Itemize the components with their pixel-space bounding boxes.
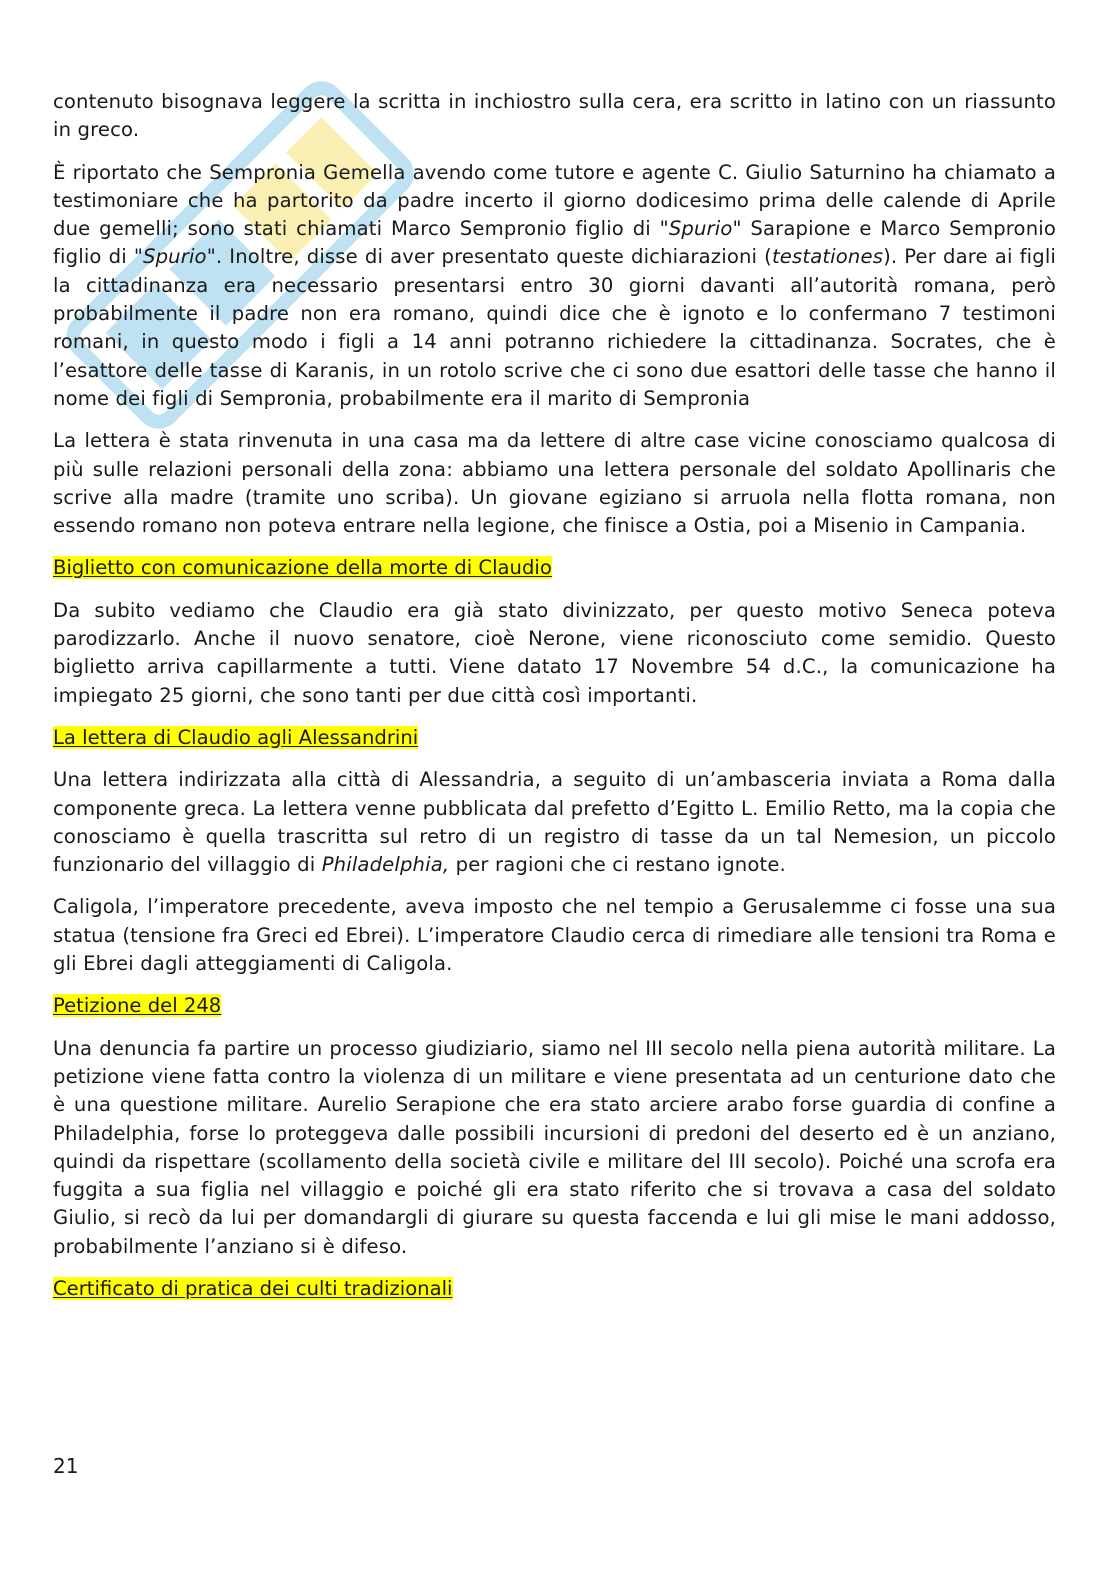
paragraph-biglietto: Da subito vediamo che Claudio era già stato divinizzato, per questo motivo Seneca poteva parodizzarlo. Anche il nuovo senatore, cioè Nerone, viene riconosciuto come semidio. Questo biglietto arriva capillarmente a tutti. Viene datato 17 Novembre 54 d.C., la comunicazione ha impiegato 25 giorni, che sono tanti per due città così importanti.: [53, 598, 1056, 707]
document-body: [53, 88, 1056, 1317]
paragraph-caligola: Caligola, l’imperatore precedente, aveva imposto che nel tempio a Gerusalemme ci fosse una sua statua (tensione fra Greci ed Ebrei). L’imperatore Claudio cerca di rimediare alle tensioni tra Roma e gli Ebrei dagli atteggiamenti di Caligola.: [53, 895, 1056, 976]
heading-claudio: La lettera di Claudio agli Alessandrini: [53, 725, 419, 749]
paragraph-petizione: Una denuncia fa partire un processo giudiziario, siamo nel III secolo nella piena autorità militare. La petizione viene fatta contro la violenza di un militare e viene presentata ad un centurione dato che è una questione militare. Aurelio Serapione che era stato arciere arabo forse guardia di confine a Philadelphia, forse lo proteggeva dalle possibili incursioni di predoni del deserto ed è un anziano, quindi da rispettare (scollamento della società civile e militare del III secolo). Poiché una scrofa era fuggita a sua figlia nel villaggio e poiché gli era stato riferito che si trovava a casa del soldato Giulio, si recò da lui per domandargli di giurare su questa faccenda e lui gli mise le mani addosso, probabilmente l’anziano si è difeso.: [53, 1036, 1056, 1258]
paragraph-claudio: Una lettera indirizzata alla città di Alessandria, a seguito di un’ambasceria inviata a Roma dalla componente greca. La lettera venne pubblicata dal prefetto d’Egitto L. Emilio Retto, ma la copia che conosciamo è quella trascritta sul retro di un registro di tasse da un tal Nemesion, un piccolo funzionario del villaggio di Philadelphia, per ragioni che ci restano ignote.: [53, 768, 1056, 877]
heading-petizione: Petizione del 248: [53, 994, 222, 1018]
heading-certificato: Certificato di pratica dei culti tradizionali: [53, 1276, 453, 1300]
paragraph-sempronia: È riportato che Sempronia Gemella avendo come tutore e agente C. Giulio Saturnino ha chiamato a testimoniare che ha partorito da padre incerto il giorno dodicesimo prima delle calende di Aprile due gemelli; sono stati chiamati Marco Sempronio figlio di "Spurio" Sarapione e Marco Sempronio figlio di "Spurio". Inoltre, disse di aver presentato queste dichiarazioni (testationes). Per dare ai figli la cittadinanza era necessario presentarsi entro 30 giorni davanti all’autorità romana, però probabilmente il padre non era romano, quindi dice che è ignoto e lo confermano 7 testimoni romani, in questo modo i figli a 14 anni potranno richiedere la cittadinanza. Socrates, che è l’esattore delle tasse di Karanis, in un rotolo scrive che ci sono due esattori delle tasse che hanno il nome dei figli di Sempronia, probabilmente era il marito di Sempronia: [53, 160, 1057, 410]
intro-paragraph: contenuto bisognava leggere la scritta in inchiostro sulla cera, era scritto in latino con un riassunto in greco.: [53, 90, 1056, 142]
page-number: 21: [53, 1454, 79, 1478]
heading-biglietto: Biglietto con comunicazione della morte di Claudio: [53, 556, 552, 580]
paragraph-lettera: La lettera è stata rinvenuta in una casa ma da lettere di altre case vicine conosciamo qualcosa di più sulle relazioni personali della zona: abbiamo una lettera personale del soldato Apollinaris che scrive alla madre (tramite uno scriba). Un giovane egiziano si arruola nella flotta romana, non essendo romano non poteva entrare nella legione, che finisce a Ostia, poi a Misenio in Campania.: [53, 429, 1056, 538]
